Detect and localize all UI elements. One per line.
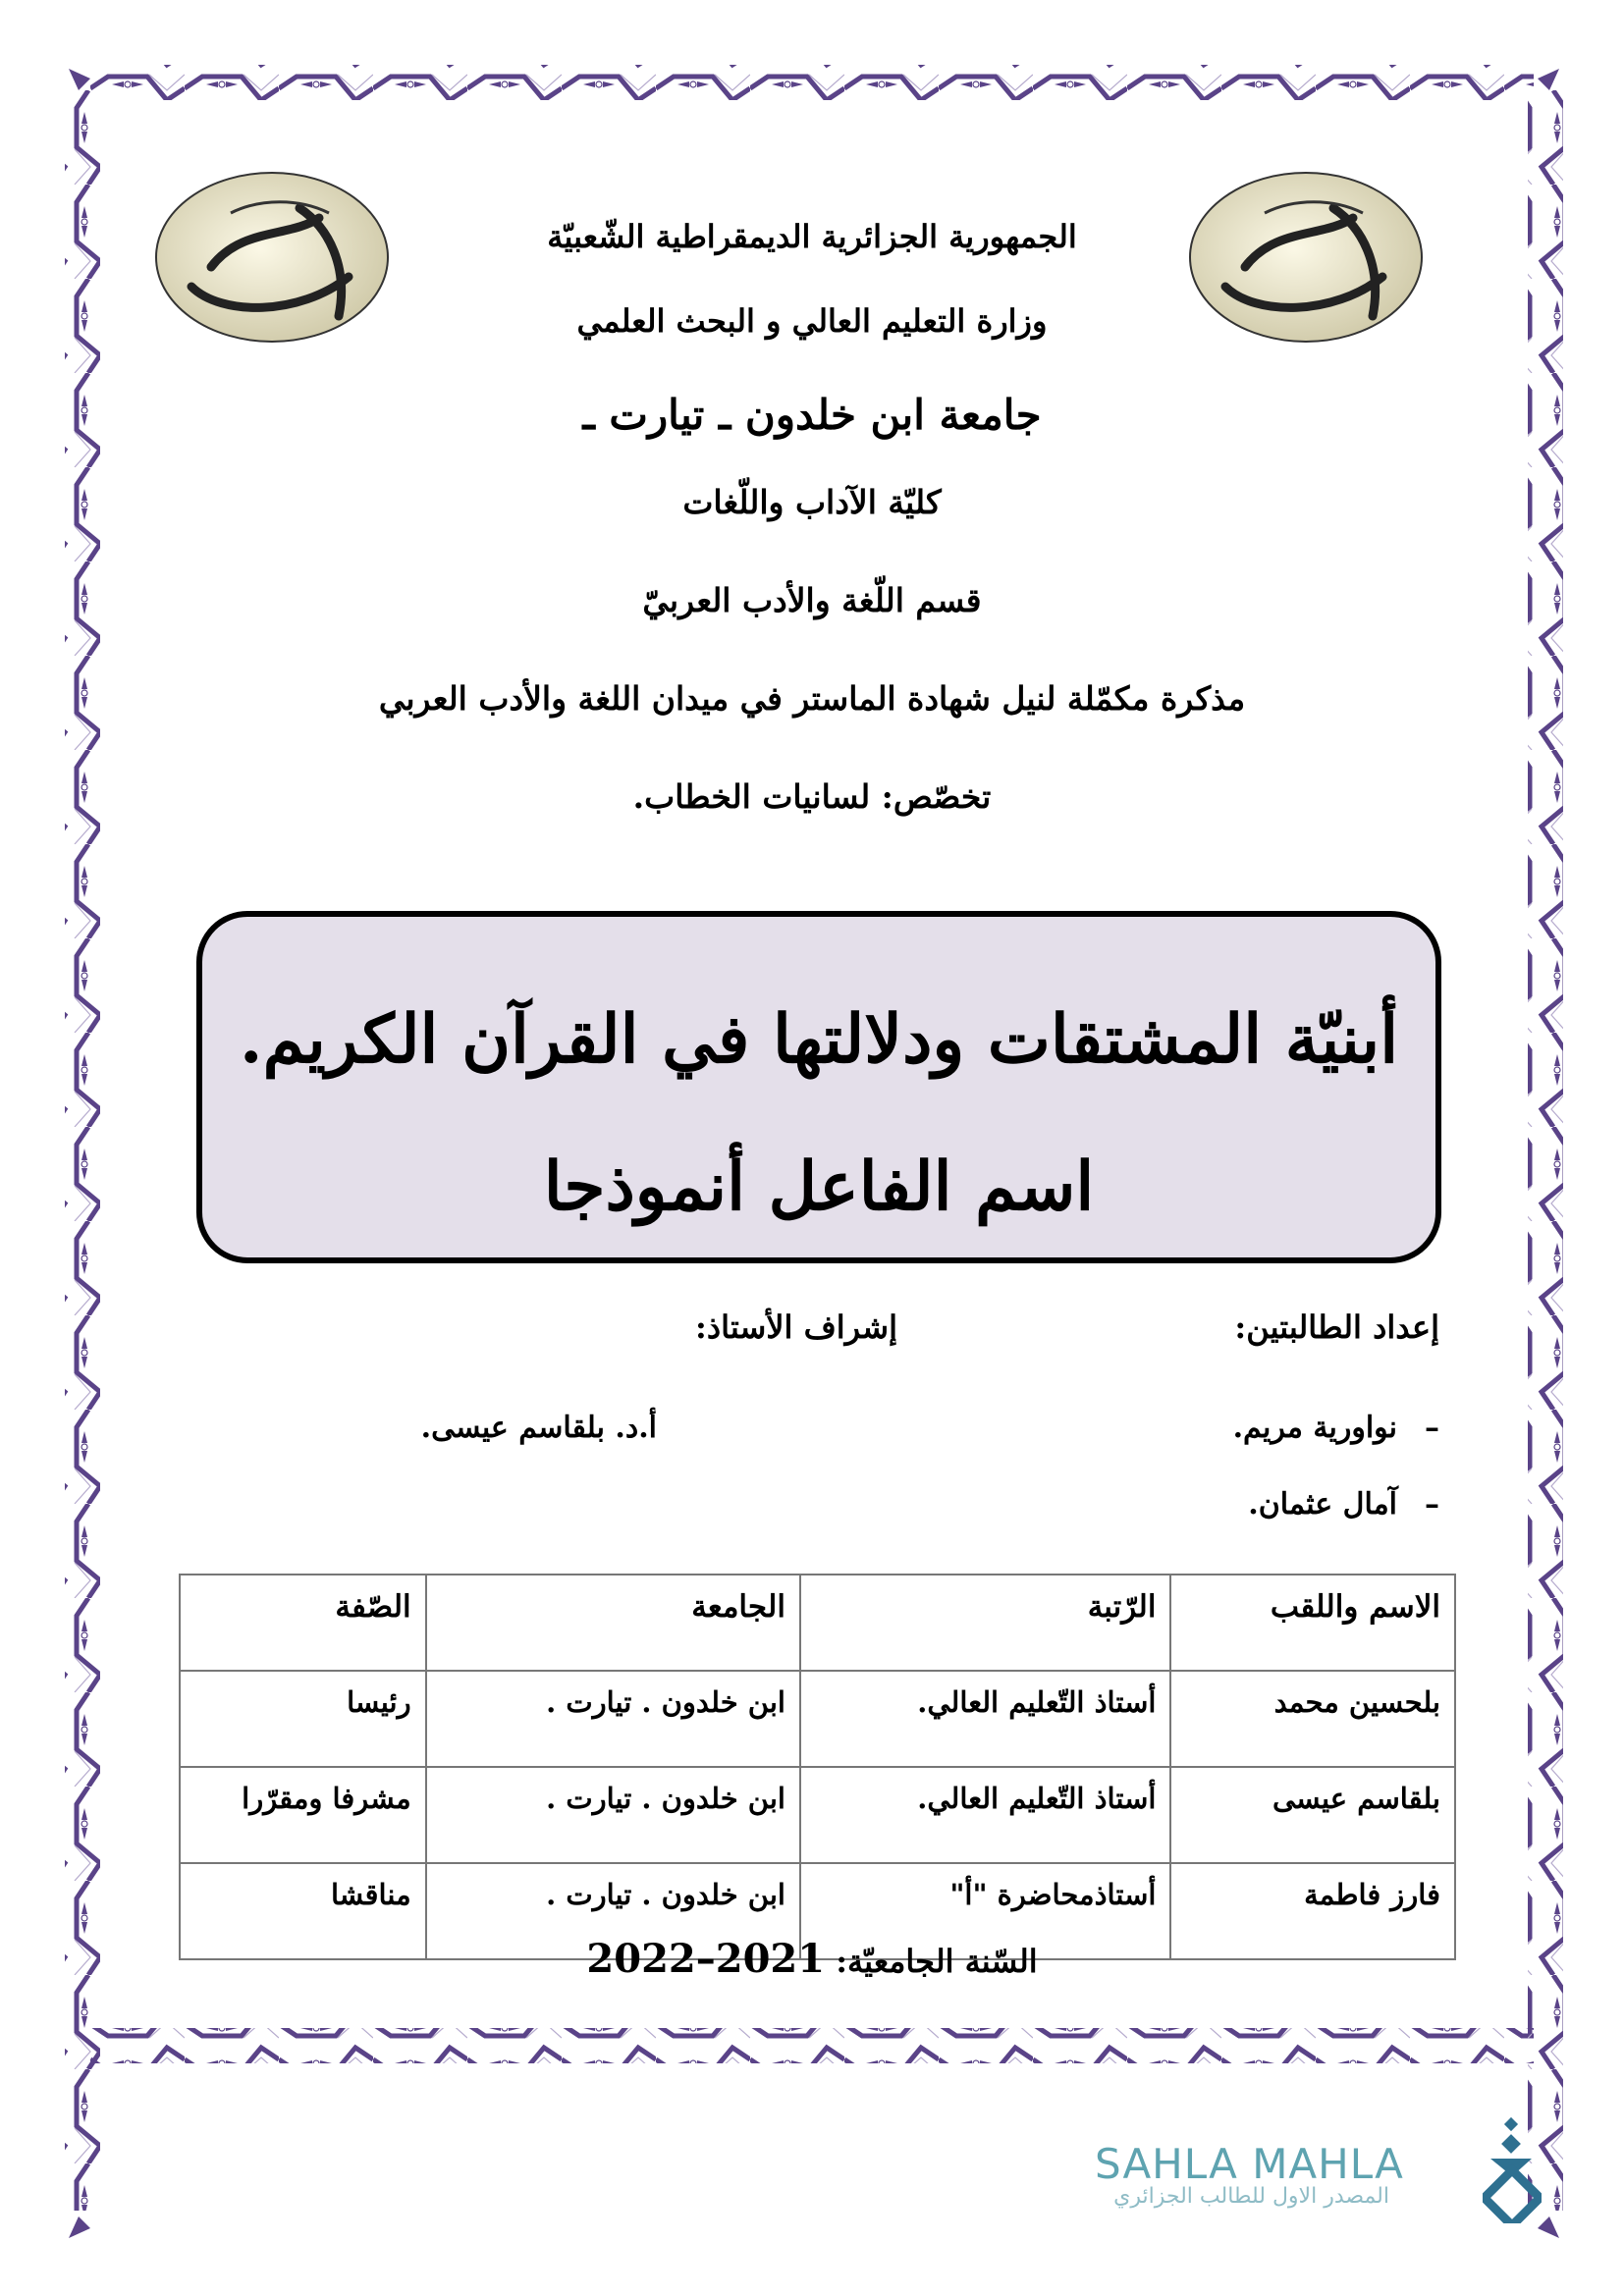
university-name: جامعة ابن خلدون ـ تيارت ـ <box>582 391 1042 439</box>
member-name: بلقاسم عيسى <box>1170 1767 1455 1863</box>
column-header: الاسم واللقب <box>1170 1575 1455 1671</box>
supervisor-name: أ.د. بلقاسم عيسى. <box>420 1411 657 1445</box>
bullet: – <box>1425 1411 1439 1445</box>
academic-year-label: السّنة الجامعيّة: <box>836 1943 1038 1980</box>
table-header-row <box>180 1575 1455 1671</box>
student-name: نواورية مريم. <box>1232 1411 1397 1445</box>
faculty-name: كليّة الآداب واللّغات <box>682 483 942 521</box>
member-name: بلحسين محمد <box>1170 1671 1455 1767</box>
column-header: الصّفة <box>180 1575 426 1671</box>
watermark-brand: SAHLA MAHLA <box>1095 2140 1404 2188</box>
supervisor-label: إشراف الأستاذ: <box>695 1308 897 1346</box>
republic-name: الجمهورية الجزائرية الديمقراطية الشّعبيّة <box>547 218 1077 255</box>
member-rank: أستاذ التّعليم العالي. <box>800 1767 1171 1863</box>
students-label: إعداد الطالبتين: <box>1234 1308 1439 1346</box>
sahla-mahla-watermark <box>1095 2140 1404 2209</box>
specialty: تخصّص: لسانيات الخطاب. <box>632 777 992 816</box>
member-university: ابن خلدون . تيارت . <box>426 1863 800 1959</box>
member-rank: أستاذ التّعليم العالي. <box>800 1671 1171 1767</box>
member-university: ابن خلدون . تيارت . <box>426 1671 800 1767</box>
student-name: آمال عثمان. <box>1248 1487 1397 1522</box>
member-role: رئيسا <box>180 1671 426 1767</box>
watermark-logo-icon <box>1483 2115 1542 2223</box>
thesis-subtitle: اسم الفاعل أنموذجا <box>543 1148 1095 1226</box>
department-name: قسم اللّغة والأدب العربيّ <box>642 581 982 619</box>
column-header: الجامعة <box>426 1575 800 1671</box>
academic-year-value: 2022–2021 <box>586 1936 826 1982</box>
member-role: مشرفا ومقرّرا <box>180 1767 426 1863</box>
member-role: مناقشا <box>180 1863 426 1959</box>
member-name: فارز فاطمة <box>1170 1863 1455 1959</box>
table-row <box>180 1767 1455 1863</box>
member-rank: أستاذمحاضرة "أ" <box>800 1863 1171 1959</box>
thesis-note: مذكرة مكمّلة لنيل شهادة الماستر في ميدان اللغة والأدب العربي <box>378 679 1246 718</box>
academic-year <box>0 1936 1624 1982</box>
committee-table <box>179 1574 1456 1960</box>
column-header: الرّتبة <box>800 1575 1171 1671</box>
bullet: – <box>1425 1487 1439 1522</box>
student-item <box>1233 1411 1439 1445</box>
student-item <box>1248 1487 1439 1522</box>
thesis-title: أبنيّة المشتقات ودلالتها في القرآن الكريم. <box>239 1000 1399 1079</box>
thesis-title-box <box>196 911 1441 1263</box>
member-university: ابن خلدون . تيارت . <box>426 1767 800 1863</box>
watermark-tagline: المصدر الاول للطالب الجزائري <box>1113 2184 1389 2209</box>
table-row <box>180 1671 1455 1767</box>
ministry-name: وزارة التعليم العالي و البحث العلمي <box>576 302 1048 340</box>
